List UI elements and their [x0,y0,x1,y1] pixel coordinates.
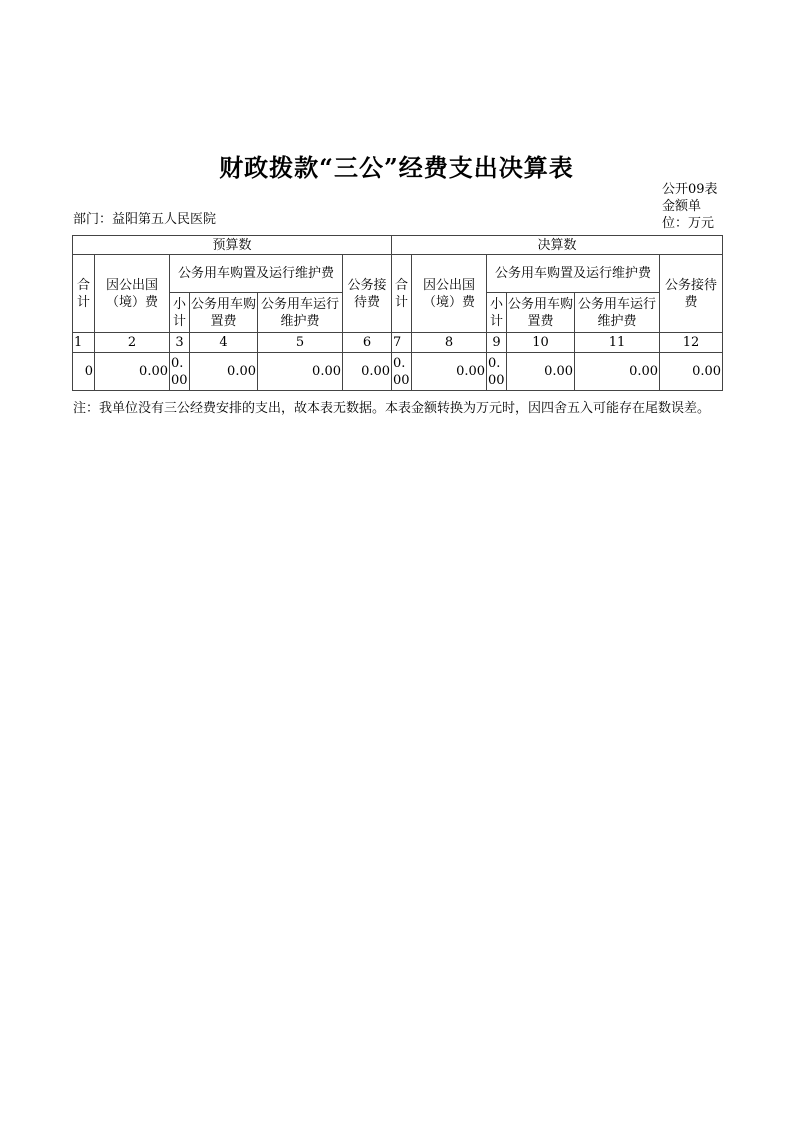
table-cell: 0.00 [660,353,723,391]
col-abroad: 因公出国（境）费 [412,255,487,333]
col-vehicle: 公务用车购置及运行维护费 [170,255,343,293]
table-cell: 0.00 [392,353,412,391]
col-number: 5 [258,333,343,353]
col-maintenance: 公务用车运行维护费 [258,293,343,333]
col-purchase: 公务用车购置费 [190,293,258,333]
department-label: 部门：益阳第五人民医院 [73,212,217,227]
col-number: 3 [170,333,190,353]
budget-header: 预算数 [73,236,392,255]
col-vehicle: 公务用车购置及运行维护费 [487,255,660,293]
expenditure-table [72,235,723,391]
col-purchase: 公务用车购置费 [507,293,575,333]
col-number: 7 [392,333,412,353]
page-title: 财政拨款“三公”经费支出决算表 [219,153,574,182]
table-cell: 0.00 [412,353,487,391]
col-number: 6 [343,333,392,353]
col-subtotal: 小计 [170,293,190,333]
form-code: 公开09表 [662,182,718,197]
col-number: 8 [412,333,487,353]
col-number: 2 [95,333,170,353]
col-number: 1 [73,333,95,353]
table-cell: 0.00 [190,353,258,391]
col-number: 4 [190,333,258,353]
col-subtotal: 小计 [487,293,507,333]
table-cell: 0 [73,353,95,391]
table-cell: 0.00 [170,353,190,391]
col-reception: 公务接待费 [660,255,723,333]
col-number: 9 [487,333,507,353]
table-cell: 0.00 [258,353,343,391]
col-number: 11 [575,333,660,353]
table-cell: 0.00 [507,353,575,391]
col-total: 合计 [392,255,412,333]
col-number: 10 [507,333,575,353]
table-cell: 0.00 [575,353,660,391]
col-abroad: 因公出国（境）费 [95,255,170,333]
col-reception: 公务接待费 [343,255,392,333]
amount-unit: 金额单位：万元 [662,199,715,231]
table-cell: 0.00 [487,353,507,391]
col-maintenance: 公务用车运行维护费 [575,293,660,333]
footnote: 注：我单位没有三公经费安排的支出，故本表无数据。本表金额转换为万元时，因四舍五入可能存在尾数误差。 [73,401,711,416]
table-cell: 0.00 [95,353,170,391]
table-cell: 0.00 [343,353,392,391]
col-total: 合计 [73,255,95,333]
final-header: 决算数 [392,236,723,255]
col-number: 12 [660,333,723,353]
